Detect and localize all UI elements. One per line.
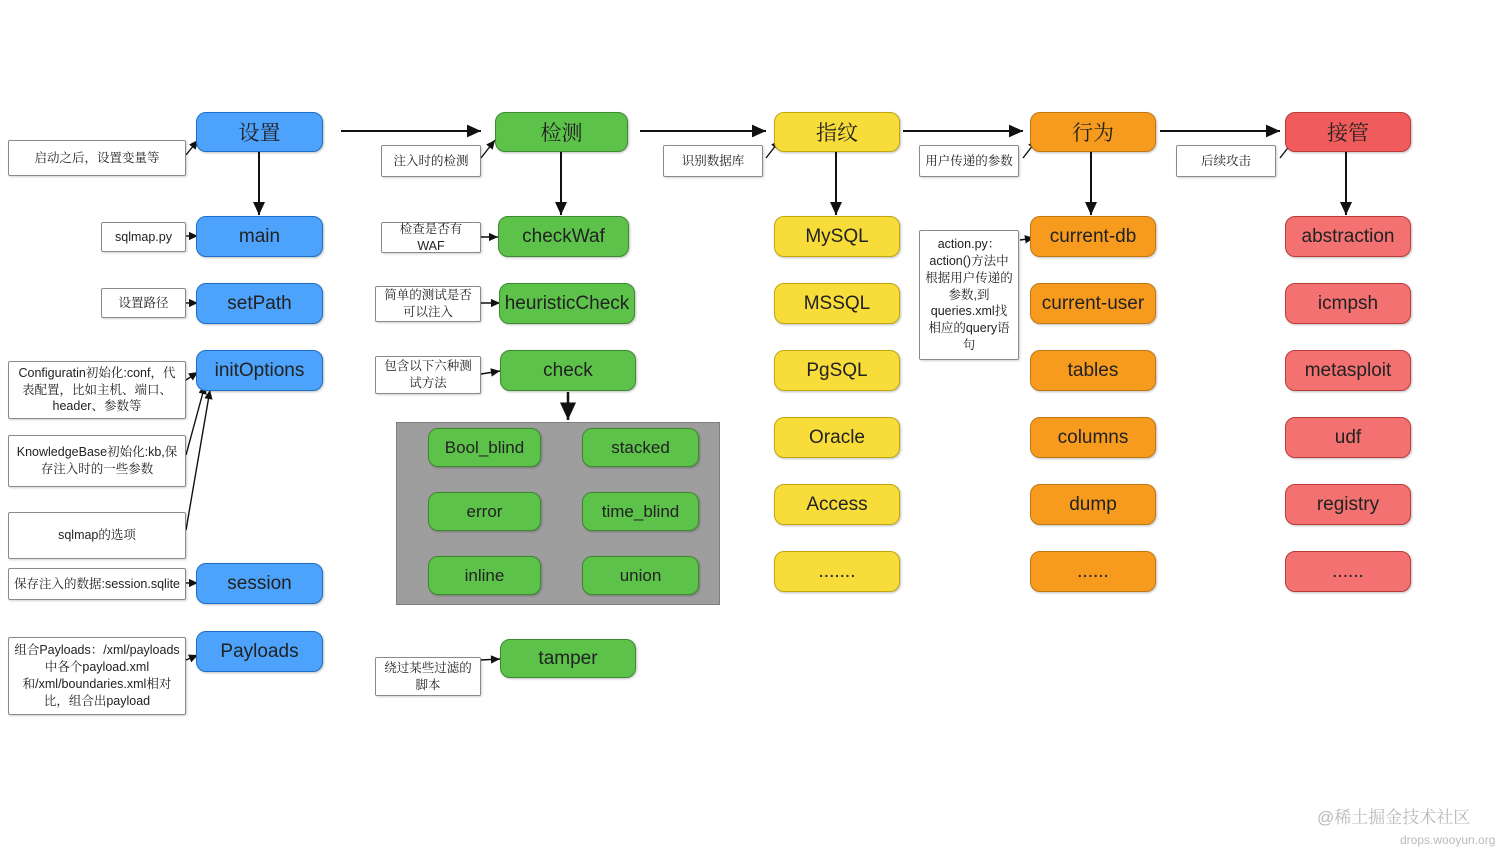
node-stacked[interactable]	[582, 428, 699, 467]
node-action-head[interactable]	[1030, 112, 1156, 152]
node-checkwaf[interactable]	[498, 216, 629, 257]
node-label: stacked	[611, 437, 670, 457]
node-dump[interactable]	[1030, 484, 1156, 525]
note-setpath	[101, 288, 186, 318]
watermark-community: @稀土掘金技术社区	[1317, 808, 1471, 827]
node-label: PgSQL	[806, 359, 868, 381]
node-pgsql[interactable]	[774, 350, 900, 391]
node-label: dump	[1069, 493, 1117, 515]
node-label: initOptions	[214, 359, 305, 381]
node-takeover-head[interactable]	[1285, 112, 1411, 152]
node-inline[interactable]	[428, 556, 541, 595]
note-fingerprint-link	[663, 145, 763, 177]
note-text: 用户传递的参数	[925, 153, 1013, 168]
node-label: Payloads	[220, 640, 299, 662]
note-checkwaf	[381, 222, 481, 253]
note-check	[375, 356, 481, 394]
note-heuristiccheck	[375, 286, 481, 322]
node-tables[interactable]	[1030, 350, 1156, 391]
note-payloads	[8, 637, 186, 715]
node-label: icmpsh	[1317, 292, 1379, 314]
node-payloads[interactable]	[196, 631, 323, 672]
node-check[interactable]	[500, 350, 636, 391]
node-label: registry	[1316, 493, 1380, 515]
node-icmpsh[interactable]	[1285, 283, 1411, 324]
node-label: checkWaf	[522, 225, 605, 247]
node-error[interactable]	[428, 492, 541, 531]
node-label: current-db	[1049, 225, 1137, 247]
note-text: action.py：action()方法中根据用户传递的参数,到queries.xml找相应的query语句	[925, 236, 1013, 353]
node-label: ......	[1077, 560, 1109, 582]
node-label: columns	[1057, 426, 1129, 448]
node-abstraction[interactable]	[1285, 216, 1411, 257]
node-initoptions[interactable]	[196, 350, 323, 391]
node-label: time_blind	[601, 501, 680, 521]
note-text: 保存注入的数据:session.sqlite	[14, 576, 181, 591]
node-takeover-more[interactable]	[1285, 551, 1411, 592]
node-time-blind[interactable]	[582, 492, 699, 531]
note-action-link	[919, 145, 1019, 177]
node-label: tamper	[538, 647, 598, 669]
node-label: Bool_blind	[444, 437, 525, 457]
node-columns[interactable]	[1030, 417, 1156, 458]
node-label: check	[543, 359, 593, 381]
node-label: error	[466, 501, 503, 521]
note-text: KnowledgeBase初始化:kb,保存注入时的一些参数	[16, 445, 178, 476]
node-heuristiccheck[interactable]	[499, 283, 635, 324]
node-action-more[interactable]	[1030, 551, 1156, 592]
note-session	[8, 568, 186, 600]
node-oracle[interactable]	[774, 417, 900, 458]
note-text: 识别数据库	[681, 153, 745, 168]
node-current-db[interactable]	[1030, 216, 1156, 257]
note-text: sqlmap的选项	[58, 528, 136, 543]
note-text: 包含以下六种测试方法	[384, 359, 472, 390]
node-access[interactable]	[774, 484, 900, 525]
node-registry[interactable]	[1285, 484, 1411, 525]
node-mysql[interactable]	[774, 216, 900, 257]
node-label: ......	[1332, 560, 1364, 582]
note-knowledgebase	[8, 435, 186, 487]
node-label: abstraction	[1301, 225, 1395, 247]
watermark-source: drops.wooyun.org	[1400, 833, 1496, 847]
node-label: current-user	[1041, 292, 1145, 314]
node-label: inline	[464, 565, 505, 585]
node-udf[interactable]	[1285, 417, 1411, 458]
note-takeover-link	[1176, 145, 1276, 177]
note-text: 后续攻击	[1200, 153, 1251, 168]
note-settings-head	[8, 140, 186, 176]
note-text: 简单的测试是否可以注入	[384, 288, 472, 319]
note-sqlmap-options	[8, 512, 186, 559]
note-detect-link	[381, 145, 481, 177]
note-text: sqlmap.py	[115, 229, 172, 244]
node-tamper[interactable]	[500, 639, 636, 678]
note-text: 设置路径	[118, 295, 169, 310]
node-label: 设置	[238, 122, 281, 145]
node-label: 检测	[540, 122, 583, 145]
node-label: udf	[1334, 426, 1362, 448]
node-label: 接管	[1327, 122, 1369, 145]
node-mssql[interactable]	[774, 283, 900, 324]
node-setpath[interactable]	[196, 283, 323, 324]
node-label: union	[619, 565, 662, 585]
node-label: main	[238, 225, 281, 247]
node-label: MSSQL	[803, 292, 871, 314]
node-label: 指纹	[816, 122, 858, 145]
node-detect-head[interactable]	[495, 112, 628, 152]
node-label: .......	[818, 560, 856, 582]
node-union[interactable]	[582, 556, 699, 595]
node-label: heuristicCheck	[504, 292, 630, 314]
node-label: tables	[1067, 359, 1119, 381]
node-current-user[interactable]	[1030, 283, 1156, 324]
node-label: setPath	[227, 292, 292, 314]
note-main	[101, 222, 186, 252]
node-label: session	[227, 572, 292, 594]
node-label: 行为	[1072, 122, 1114, 145]
node-metasploit[interactable]	[1285, 350, 1411, 391]
node-bool-blind[interactable]	[428, 428, 541, 467]
node-fingerprint-more[interactable]	[774, 551, 900, 592]
note-text: 组合Payloads：/xml/payloads中各个payload.xml和/xml/boundaries.xml相对比，组合出payload	[14, 643, 180, 708]
node-label: metasploit	[1304, 359, 1392, 381]
node-settings-head[interactable]	[196, 112, 323, 152]
note-text: 检查是否有WAF	[399, 221, 463, 253]
node-main[interactable]	[196, 216, 323, 257]
note-text: 绕过某些过滤的脚本	[384, 660, 472, 692]
note-initoptions	[8, 361, 186, 419]
note-text: Configuratin初始化:conf，代表配置，比如主机、端口、header、参数等	[18, 365, 176, 414]
node-label: Access	[806, 493, 868, 515]
node-session[interactable]	[196, 563, 323, 604]
note-action-py	[919, 230, 1019, 360]
node-label: MySQL	[805, 225, 869, 247]
node-fingerprint-head[interactable]	[774, 112, 900, 152]
note-tamper	[375, 657, 481, 696]
node-label: Oracle	[809, 426, 865, 448]
note-text: 注入时的检测	[393, 153, 469, 168]
note-text: 启动之后，设置变量等	[34, 150, 160, 165]
